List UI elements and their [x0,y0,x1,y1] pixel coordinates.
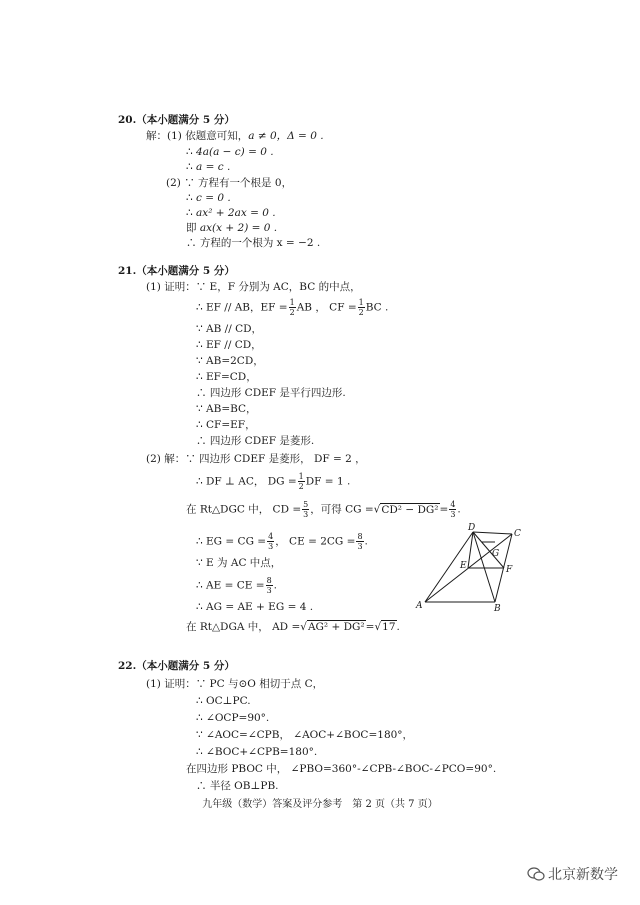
q21-part1-line-7: ∴ 四边形 CDEF 是平行四边形. [196,387,346,399]
q21-part2-line-6: ∴ AE = CE = $\frac{8}{3}$ . [196,576,278,595]
q21-part1-line-4: ∴ EF // CD， [196,339,262,351]
q22-line-7: ∴ 半径 OB⊥PB. [196,780,279,792]
label-C: C [514,529,521,539]
q21-part1-line-5: ∵ AB=2CD， [196,355,264,367]
line-DC [473,532,512,534]
label-F: F [506,565,513,575]
watermark-text: 北京新数学 [548,867,618,883]
label-D: D [468,523,476,533]
q21-part1-line-6: ∴ EF=CD， [196,371,257,383]
label-E: E [460,561,467,571]
q22-line-4: ∵ ∠AOC=∠CPB， ∠AOC+∠BOC=180°， [196,729,414,741]
line-DF [473,532,504,568]
q21-part1-line-2: ∴ EF // AB，EF = $\frac{1}{2}$ AB ， CF = $\frac{1}{2}$ BC . [196,298,389,317]
q21-part2-line-5: ∵ E 为 AC 中点， [196,557,282,569]
q22-line-1: (1) 证明：∵ PC 与⊙O 相切于点 C， [146,678,324,690]
q20-line-5: ∴ c = 0 . [186,192,231,204]
q21-part2-line-1: (2) 解：∵ 四边形 CDEF 是菱形， DF = 2 ， [146,453,366,465]
q20-header: 20.（本小题满分 5 分） [118,114,235,126]
label-G: G [492,549,500,559]
label-A: A [416,601,423,611]
q22-line-6: 在四边形 PBOC 中， ∠PBO=360°-∠CPB-∠BOC-∠PCO=90°. [186,763,497,775]
q21-header: 21.（本小题满分 5 分） [118,265,235,277]
q20-line-8: ∴ 方程的一个根为 x = −2 . [186,237,321,249]
page-footer: 九年级（数学）答案及评分参考 第 2 页（共 7 页） [202,799,438,810]
wechat-icon [527,867,545,881]
q21-geometry-figure [410,522,532,612]
q21-part2-line-4: ∴ EG = CG = $\frac{4}{3}$ ， CE = 2CG = $\frac{8}{3}$ . [196,532,368,551]
q21-part1-line-9: ∴ CF=EF， [196,419,256,431]
q22-line-5: ∴ ∠BOC+∠CPB=180°. [196,746,318,758]
q20-line-2: ∴ 4a(a − c) = 0 . [186,146,274,158]
q20-line-6: ∴ ax² + 2ax = 0 . [186,207,276,219]
q21-part2-line-3: 在 Rt△DGC 中， CD = $\frac{5}{3}$ ，可得 CG =√CD² − DG²= $\frac{4}{3}$ . [186,500,461,519]
q20-line-3: ∴ a = c . [186,161,231,173]
q22-header: 22.（本小题满分 5 分） [118,660,235,672]
watermark [527,864,618,884]
label-B: B [494,604,501,612]
q21-part2-line-8: 在 Rt△DGA 中， AD =√AG² + DG²=√17. [186,621,400,633]
q20-line-7: 即 ax(x + 2) = 0 . [186,222,278,234]
q21-part1-line-10: ∴ 四边形 CDEF 是菱形. [196,435,315,447]
q22-line-2: ∴ OC⊥PC. [196,695,251,707]
q21-part1-line-1: (1) 证明：∵ E，F 分别为 AC，BC 的中点， [146,281,361,293]
q21-part1-line-8: ∵ AB=BC， [196,403,257,415]
q21-part2-line-2: ∴ DF ⊥ AC， DG = $\frac{1}{2}$ DF = 1 . [196,472,351,491]
q20-line-1: 解：(1) 依题意可知，a ≠ 0，Δ = 0 . [146,130,324,142]
q22-line-3: ∴ ∠OCP=90°. [196,712,270,724]
q21-part1-line-3: ∵ AB // CD， [196,323,263,335]
q20-line-4: (2) ∵ 方程有一个根是 0， [166,177,293,189]
q21-part2-line-7: ∴ AG = AE + EG = 4 . [196,601,314,613]
